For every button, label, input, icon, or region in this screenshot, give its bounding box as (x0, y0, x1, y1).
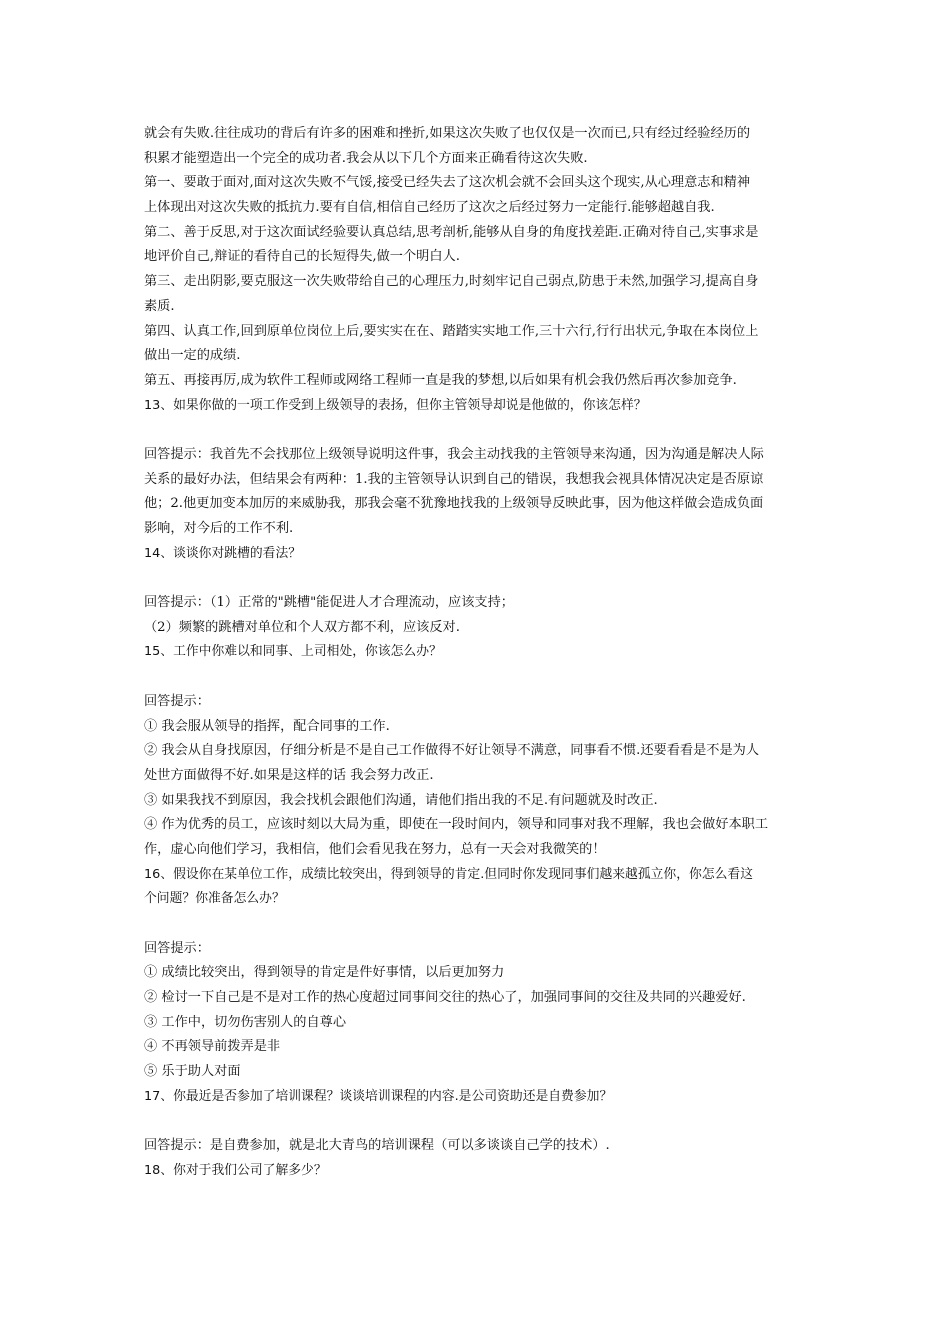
question-line: 17、你最近是否参加了培训课程？谈谈培训课程的内容.是公司资助还是自费参加？ (144, 1088, 613, 1104)
text-line: 关系的最好办法，但结果会有两种：1.我的主管领导认识到自己的错误，我想我会视具体情况决定是否原谅 (144, 471, 764, 487)
text-line: ② 我会从自身找原因，仔细分析是不是自己工作做得不好让领导不满意，同事看不惯.还要看看是不是为人 (144, 743, 760, 759)
text-line: 积累才能塑造出一个完全的成功者.我会从以下几个方面来正确看待这次失败. (144, 150, 588, 166)
text-line: 回答提示： (144, 693, 210, 709)
document-body (144, 122, 812, 1184)
text-line: ④ 作为优秀的员工，应该时刻以大局为重，即使在一段时间内，领导和同事对我不理解，我也会做好本职工 (144, 817, 769, 833)
text-line: 处世方面做得不好.如果是这样的话 我会努力改正. (144, 767, 434, 783)
question-line: 14、谈谈你对跳槽的看法？ (144, 545, 302, 561)
question-line: 15、工作中你难以和同事、上司相处，你该怎么办？ (144, 644, 442, 660)
question-line: 18、你对于我们公司了解多少？ (144, 1162, 327, 1178)
text-line: 做出一定的成绩. (144, 348, 241, 364)
blank-line (144, 912, 812, 937)
text-line: （2）频繁的跳槽对单位和个人双方都不利，应该反对. (144, 619, 460, 635)
text-line: ② 检讨一下自己是不是对工作的热心度超过同事间交往的热心了，加强同事间的交往及共同的兴趣爱好. (144, 990, 746, 1006)
text-line: 第一、要敢于面对,面对这次失败不气馁,接受已经失去了这次机会就不会回头这个现实,从心理意志和精神 (144, 175, 751, 191)
text-line: 素质. (144, 298, 175, 314)
blank-line (144, 566, 812, 591)
text-line: 回答提示：（1）正常的"跳槽"能促进人才合理流动，应该支持； (144, 595, 514, 611)
blank-line (144, 665, 812, 690)
question-line: 个问题？你准备怎么办？ (144, 891, 285, 907)
text-line: 第五、再接再厉,成为软件工程师或网络工程师一直是我的梦想,以后如果有机会我仍然后再次参加竞争. (144, 372, 737, 388)
text-line: 影响，对今后的工作不利. (144, 521, 294, 536)
text-line: 第四、认真工作,回到原单位岗位上后,要实实在在、踏踏实实地工作,三十六行,行行出状元,争取在本岗位上 (144, 323, 759, 339)
text-line: ① 我会服从领导的指挥，配合同事的工作. (144, 718, 390, 734)
text-line: ④ 不再领导前拨弄是非 (144, 1039, 281, 1055)
question-line: 16、假设你在某单位工作，成绩比较突出，得到领导的肯定.但同时你发现同事们越来越孤立你，你怎么看这 (144, 866, 754, 882)
blank-line (144, 418, 812, 443)
text-line: ① 成绩比较突出，得到领导的肯定是件好事情，以后更加努力 (144, 965, 505, 981)
text-line: 回答提示：是自费参加，就是北大青鸟的培训课程（可以多谈谈自己学的技术）. (144, 1138, 610, 1154)
text-line: 地评价自己,辩证的看待自己的长短得失,做一个明白人. (144, 249, 460, 265)
text-line: 回答提示：我首先不会找那位上级领导说明这件事，我会主动找我的主管领导来沟通，因为沟通是解决人际 (144, 446, 764, 462)
text-line: 作，虚心向他们学习，我相信，他们会看见我在努力，总有一天会对我微笑的！ (144, 841, 606, 857)
blank-line (144, 1110, 812, 1135)
text-line: 就会有失败.往往成功的背后有许多的困难和挫折,如果这次失败了也仅仅是一次而已,只有经过经验经历的 (144, 126, 751, 141)
text-line: 他；2.他更加变本加厉的来威胁我，那我会毫不犹豫地找我的上级领导反映此事，因为他这样做会造成负面 (144, 496, 764, 512)
text-line: ③ 如果我找不到原因，我会找机会跟他们沟通，请他们指出我的不足.有问题就及时改正. (144, 792, 658, 808)
text-line: 第二、善于反思,对于这次面试经验要认真总结,思考剖析,能够从自身的角度找差距.正确对待自己,实事求是 (144, 224, 759, 240)
text-line: 回答提示： (144, 940, 210, 956)
text-line: ③ 工作中，切勿伤害别人的自尊心 (144, 1014, 347, 1030)
text-line: 第三、走出阴影,要克服这一次失败带给自己的心理压力,时刻牢记自己弱点,防患于未然,加强学习,提高自身 (144, 274, 759, 290)
text-line: ⑤ 乐于助人对面 (144, 1064, 241, 1080)
question-line: 13、如果你做的一项工作受到上级领导的表扬，但你主管领导却说是他做的，你该怎样？ (144, 397, 647, 413)
text-line: 上体现出对这次失败的抵抗力.要有自信,相信自己经历了这次之后经过努力一定能行.能够超越自我. (144, 200, 715, 216)
